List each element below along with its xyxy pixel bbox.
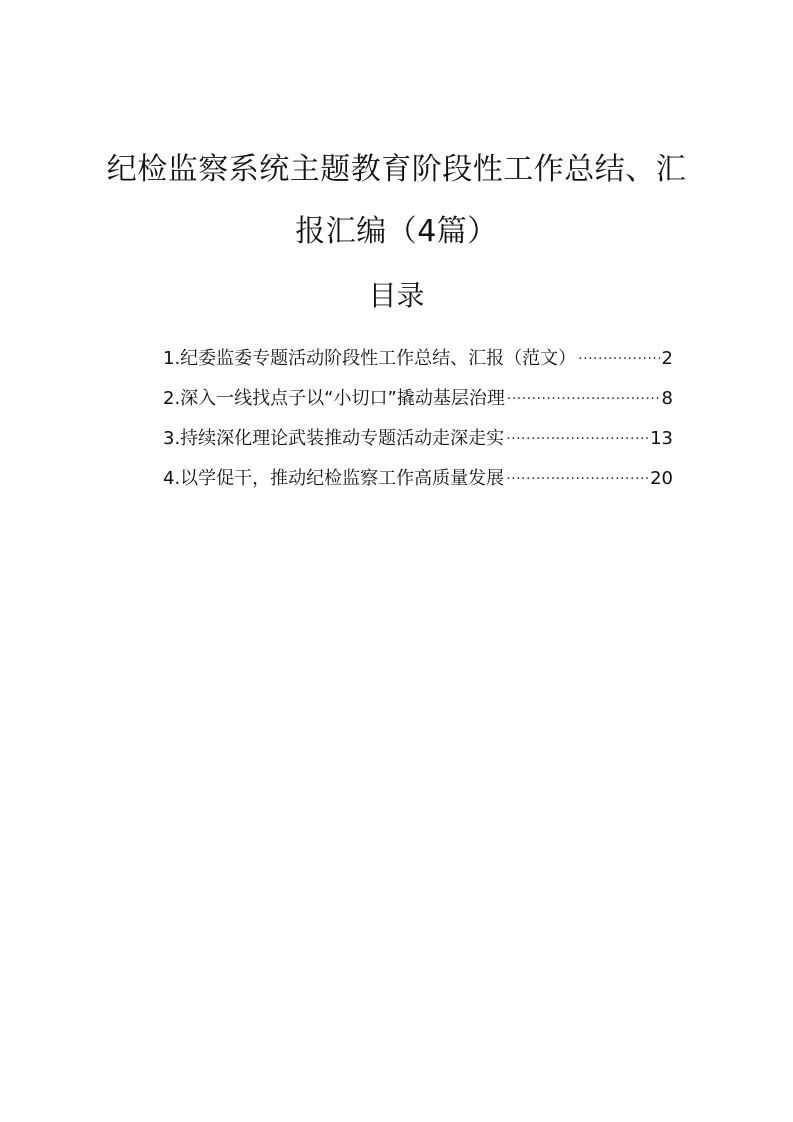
toc-entry[interactable]: [163, 376, 673, 409]
toc-entry-title: 2.深入一线找点子以“小切口”撬动基层治理: [163, 388, 505, 409]
table-of-contents: [163, 336, 673, 496]
toc-dot-leader: [578, 336, 659, 364]
toc-entry-title: 3.持续深化理论武装推动专题活动走深走实: [163, 428, 505, 449]
toc-dot-leader: [507, 376, 660, 404]
toc-entry[interactable]: [163, 456, 673, 489]
toc-entry[interactable]: [163, 336, 673, 369]
toc-entry-title: 4.以学促干，推动纪检监察工作高质量发展: [163, 468, 505, 489]
toc-entry-title: 1.纪委监委专题活动阶段性工作总结、汇报（范文）: [163, 348, 577, 369]
toc-page-number: 13: [650, 428, 673, 449]
toc-dot-leader: [506, 456, 648, 484]
toc-page-number: 20: [650, 468, 673, 489]
toc-page-number: 8: [661, 388, 673, 409]
toc-heading: 目录: [368, 279, 425, 312]
toc-entry[interactable]: [163, 416, 673, 449]
toc-page-number: 2: [661, 348, 673, 369]
toc-dot-leader: [506, 416, 648, 444]
document-title-continued: 报汇编（4篇）: [295, 214, 498, 249]
document-title: 纪检监察系统主题教育阶段性工作总结、汇: [106, 152, 687, 187]
